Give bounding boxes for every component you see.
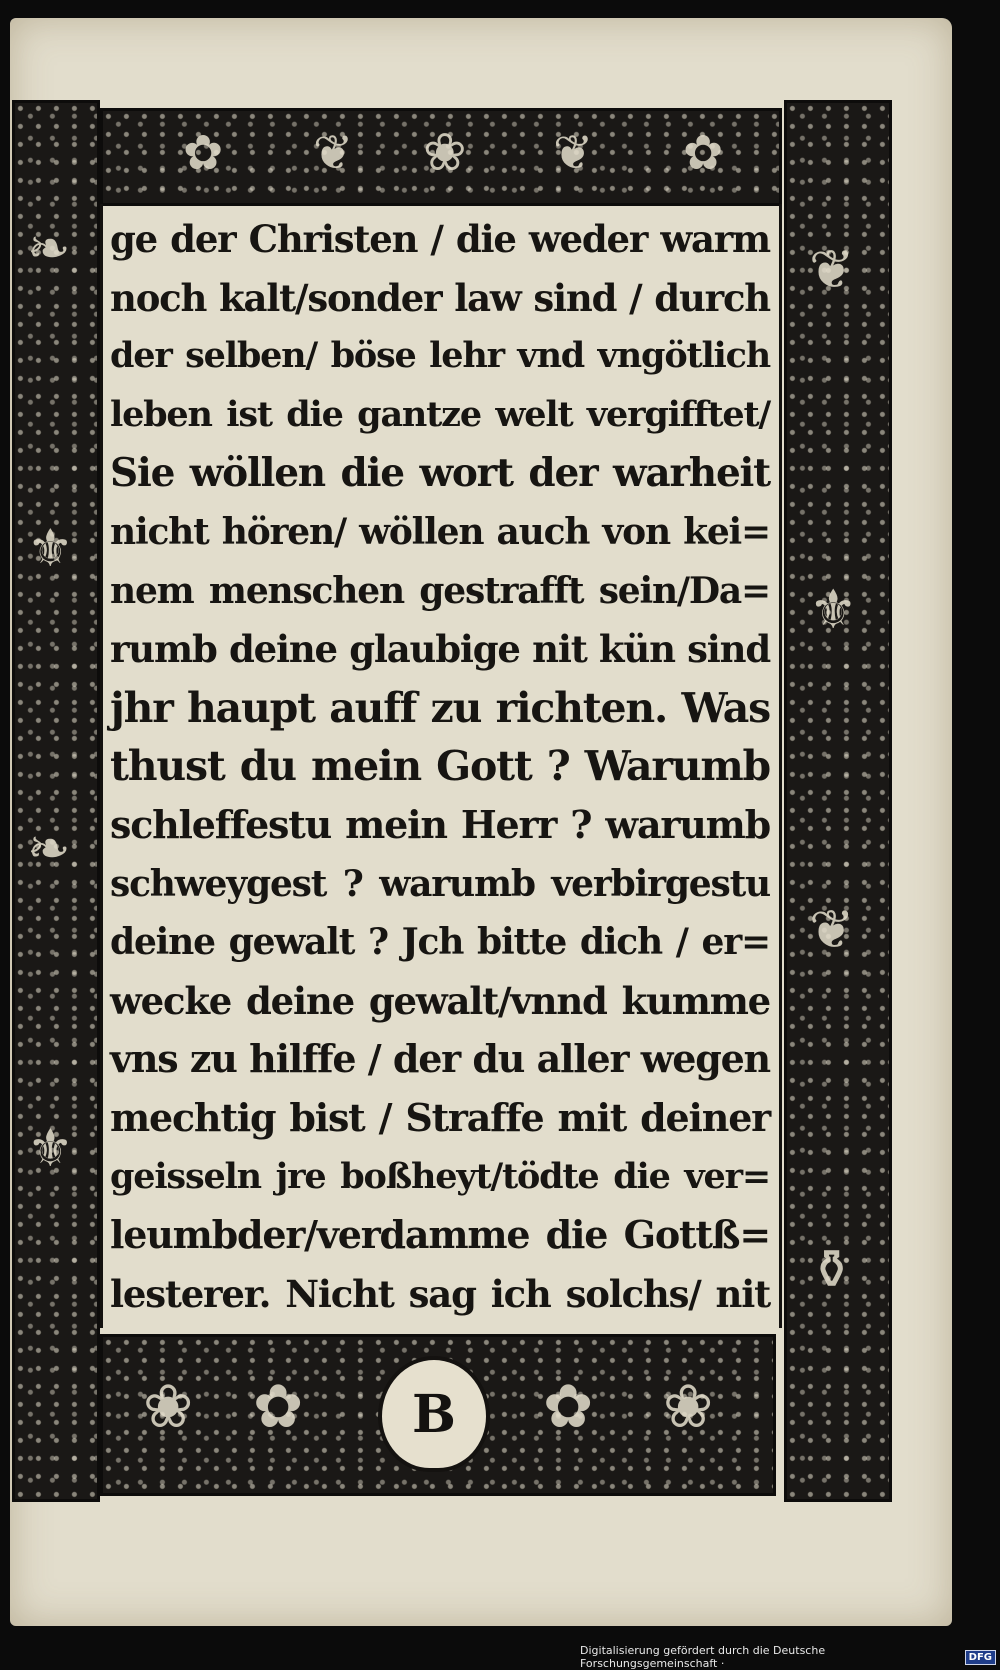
- text-line: schleffestu mein Herr ? warumb: [110, 801, 770, 847]
- text-line: jhr haupt auff zu richten. Was: [110, 683, 770, 732]
- flower-ornament-icon: ✿: [253, 1372, 304, 1442]
- credit-text: Digitalisierung gefördert durch die Deutsche Forschungsgemeinschaft ·: [580, 1644, 826, 1670]
- text-line: ge der Christen / die weder warm: [110, 217, 770, 261]
- text-line: nem menschen gestrafft sein/Da=: [110, 569, 770, 612]
- woodcut-border-right: [784, 100, 892, 1502]
- flower-ornament-icon: ✿: [683, 125, 724, 181]
- signature-mark: B: [378, 1356, 490, 1472]
- flower-ornament-icon: ❀: [423, 123, 467, 183]
- butterfly-ornament-icon: ❦: [313, 125, 354, 181]
- fleuron-ornament-icon: ❧: [27, 219, 71, 279]
- fleuron-ornament-icon: ⚜: [27, 1119, 74, 1179]
- dfg-logo: DFG: [965, 1650, 996, 1665]
- flower-ornament-icon: ❀: [663, 1372, 714, 1442]
- vase-ornament-icon: ⚱: [809, 1238, 855, 1301]
- woodcut-border-top: [100, 108, 782, 206]
- butterfly-ornament-icon: ❦: [553, 125, 594, 181]
- text-line: thust du mein Gott ? Warumb: [110, 742, 770, 791]
- digitization-credit: [580, 1644, 1000, 1670]
- flower-ornament-icon: ❀: [143, 1372, 194, 1442]
- text-line: geisseln jre boßheyt/tödte die ver=: [110, 1155, 770, 1197]
- fleuron-ornament-icon: ❦: [809, 898, 855, 961]
- text-line: leumbder/verdamme die Gottß=: [110, 1212, 770, 1258]
- text-line: der selben/ böse lehr vnd vngötlich: [110, 335, 770, 377]
- text-line: mechtig bist / Straffe mit deiner: [110, 1094, 770, 1140]
- blackletter-text-block: [110, 210, 770, 1323]
- text-line: leben ist die gantze welt vergifftet/: [110, 393, 770, 435]
- flower-ornament-icon: ✿: [183, 125, 224, 181]
- text-line: wecke deine gewalt/vnnd kumme: [110, 978, 770, 1023]
- text-line: deine gewalt ? Jch bitte dich / er=: [110, 921, 770, 964]
- fleuron-ornament-icon: ⚜: [27, 519, 74, 579]
- text-line: lesterer. Nicht sag ich solchs/ nit: [110, 1271, 770, 1316]
- flower-ornament-icon: ✿: [543, 1372, 594, 1442]
- text-line: schweygest ? warumb verbirgestu: [110, 862, 770, 905]
- text-line: vns zu hilffe / der du aller wegen: [110, 1036, 770, 1082]
- text-line: Sie wöllen die wort der warheit: [110, 450, 770, 497]
- fleuron-ornament-icon: ❧: [27, 819, 71, 879]
- text-line: rumb deine glaubige nit kün sind: [110, 627, 770, 672]
- fleuron-ornament-icon: ❦: [809, 238, 855, 301]
- text-line: noch kalt/sonder law sind / durch: [110, 275, 770, 320]
- woodcut-border-left: [12, 100, 100, 1502]
- fleuron-ornament-icon: ⚜: [809, 578, 858, 641]
- text-line: nicht hören/ wöllen auch von kei=: [110, 510, 770, 553]
